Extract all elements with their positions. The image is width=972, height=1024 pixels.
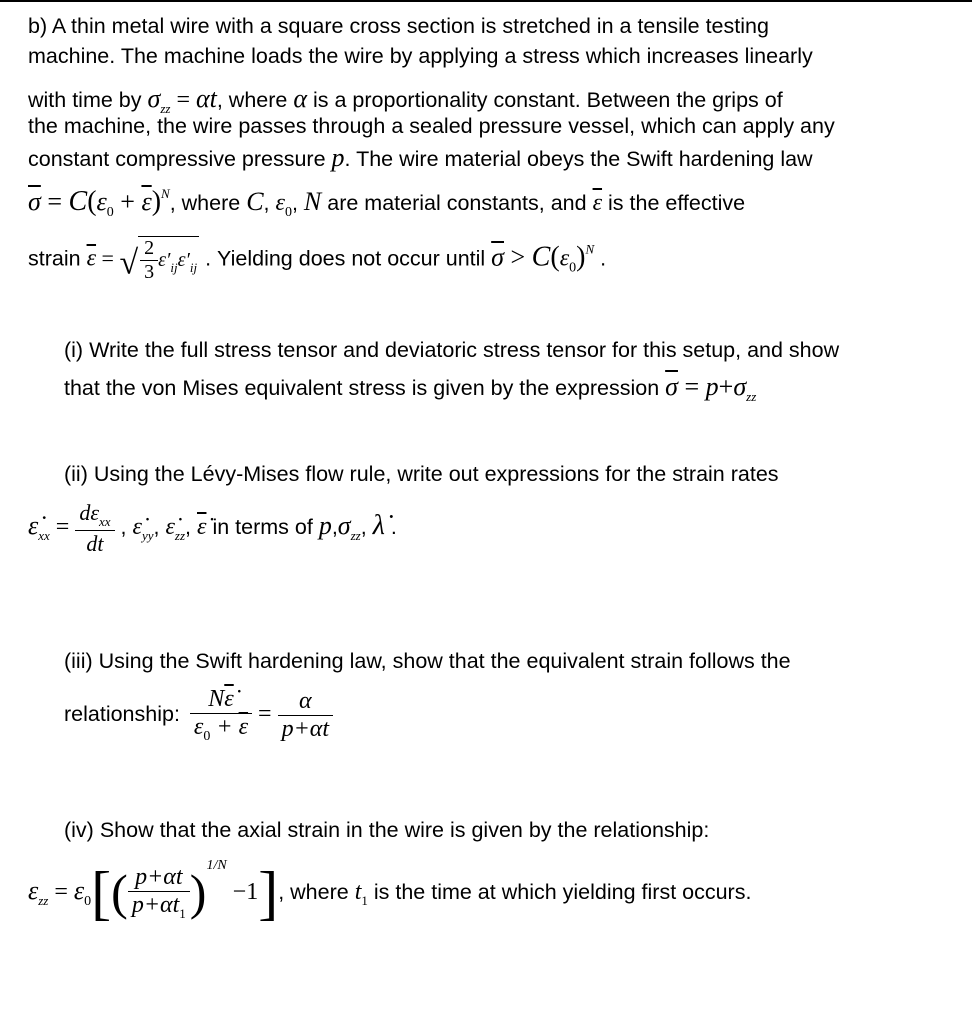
part-ii-line-1: (ii) Using the Lévy-Mises flow rule, write out expressions for the strain rates <box>64 462 779 486</box>
part-iv-line-2: $\varepsilon_{zz} = \varepsilon_0$[( $\frac{p+\alpha t}{p+\alpha t_1}$ )$^{1/N}$ −1], where $t_1$ is the time at which yielding first occurs. <box>28 858 752 926</box>
part-b-line-4: the machine, the wire passes through a sealed pressure vessel, which can apply any <box>28 114 835 138</box>
top-rule <box>0 0 972 2</box>
part-iii-line-1: (iii) Using the Swift hardening law, show that the equivalent strain follows the <box>64 649 791 673</box>
part-b-line-5: constant compressive pressure p. The wire material obeys the Swift hardening law <box>28 143 813 172</box>
part-i-line-1: (i) Write the full stress tensor and deviatoric stress tensor for this setup, and show <box>64 338 840 362</box>
part-b-line-3: with time by $\sigma_{zz} = \alpha t$, where α is a proportionality constant. Between the grips of <box>28 84 783 116</box>
part-b-line-2: machine. The machine loads the wire by applying a stress which increases linearly <box>28 44 813 68</box>
part-b-line-6: $\overline{\sigma} = C(\varepsilon_0 + \overline{\varepsilon})^N$, where C, $\varepsilon_0$, N are material constants, and $\overline{\varepsilon}$ is the effective <box>28 186 746 220</box>
part-i-line-2: that the von Mises equivalent stress is given by the expression $\overline{\sigma} = p+\sigma_{zz}$ <box>64 372 757 404</box>
part-iii-line-2: relationship: $\frac{N\varepsiloṅ}{\varepsilon_0 + \overline{\varepsilon}}$ = $\frac{\alpha}{p+\alpha t}$ <box>64 686 333 745</box>
part-b-line-1: b) A thin metal wire with a square cross section is stretched in a tensile testing <box>28 14 769 38</box>
part-iv-line-1: (iv) Show that the axial strain in the wire is given by the relationship: <box>64 818 710 842</box>
part-ii-line-2: $\varepsiloṅ_{xx}$ = $\frac{d\varepsilon_{xx}}{dt}$ , $\varepsiloṅ_{yy}$, $\varepsiloṅ_{zz}$, ε̇ in terms of $p,\sigma_{zz}$, λ̇ . <box>28 500 397 556</box>
part-b-line-7: strain $\overline{\varepsilon}$ = √ $\frac{2}{3}$ $\varepsilon'_{ij}\varepsilon'_{ij}$ . Yielding does not occur until $\overline{\sigma} > C(\varepsilon_0)^N$ . <box>28 237 607 283</box>
